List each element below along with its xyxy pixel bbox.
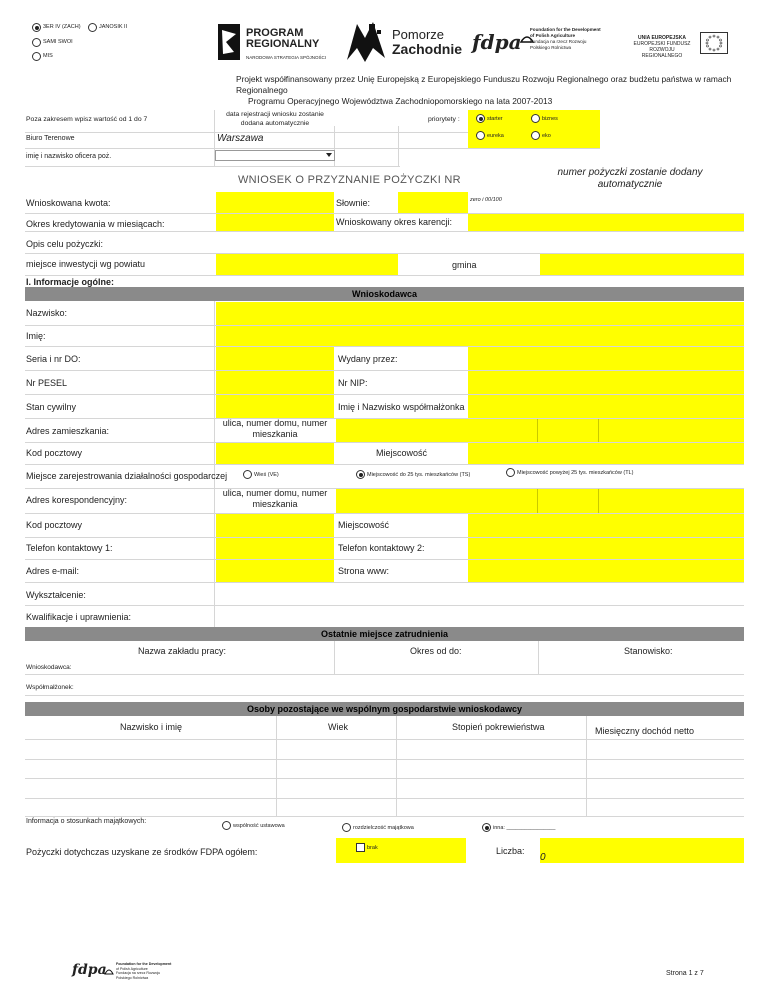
grace-label: Wnioskowany okres karencji: [336,217,453,227]
loan-number-line2: automatycznie [597,179,663,190]
business-ts-radio[interactable] [356,470,365,479]
nip-field[interactable] [468,371,744,394]
nip-label: Nr NIP: [338,378,368,388]
registration-date-note [216,110,334,128]
business-village-radio[interactable] [243,470,252,479]
fdpa-text [530,27,601,51]
property-separate-radio[interactable] [342,823,351,832]
household-col-age: Wiek [328,722,348,732]
id-field[interactable] [216,347,334,370]
gmina-field[interactable] [540,254,744,275]
program-line1: PROGRAM [246,27,304,39]
spouse-field[interactable] [468,395,744,418]
applicant-header: Wnioskodawca [25,287,744,301]
radio-3er-label: 3ER IV (ZACH) [43,24,81,30]
property-label: Informacja o stosunkach majątkowych: [26,818,147,825]
fdpa-text3: Fundacja na rzecz Rozwoju [530,39,587,44]
business-place-label: Miejsce zarejestrowania działalności gospodarczej [26,471,228,481]
corr-city-label: Miejscowość [338,520,390,530]
employment-header: Ostatnie miejsce zatrudnienia [25,627,744,641]
words-label: Słownie: [336,198,371,208]
amount-label: Wnioskowana kwota: [26,198,111,208]
street-line1: ulica, numer domu, numer [222,418,328,428]
footer-fdpa-mark-icon [104,963,114,973]
household-col-income: Miesięczny dochód netto [595,726,695,736]
city-field[interactable] [468,443,744,464]
grace-field[interactable] [468,214,744,231]
officer-select[interactable] [215,150,335,161]
fdpa-logo: fdpa [472,30,522,54]
section-general: I. Informacje ogólne: [26,277,115,287]
priorities-label: priorytety : [428,116,460,123]
gmina-label: gmina [452,260,477,270]
pomorze-line1: Pomorze [392,27,445,42]
pesel-label: Nr PESEL [26,378,68,388]
property-joint-radio[interactable] [222,821,231,830]
city-label: Miejscowość [376,448,428,458]
priority-eureka-radio[interactable] [476,131,485,140]
issued-field[interactable] [468,347,744,370]
fdpa-text4: Polskiego Rolnictwa [530,45,572,50]
pomorze-text [392,28,462,56]
property-separate-label: rozdzielczość majątkowa [353,825,414,831]
corr-street-line2: mieszkania [252,499,298,509]
amount-field[interactable] [216,192,334,213]
program-sub: NARODOWA STRATEGIA SPÓJNOŚCI [246,55,327,60]
fdpa-text1: Foundation for the Development [530,27,601,32]
street-field[interactable] [336,419,744,442]
corr-street-field[interactable] [336,489,744,513]
radio-janosik[interactable] [88,23,97,32]
months-label: Okres kredytowania w miesiącach: [26,219,165,229]
phone2-label: Telefon kontaktowy 2: [338,543,425,553]
footer-text4: Polskiego Rolnictwa [116,975,149,980]
corr-city-field[interactable] [468,514,744,537]
priority-eko-radio[interactable] [531,131,540,140]
business-village-label: Wieś (VE) [254,472,279,478]
radio-sami-swoi[interactable] [32,38,41,47]
corr-postal-field[interactable] [216,514,334,537]
project-info [236,74,768,107]
words-value: zero i 00/100 [470,197,502,203]
footer-fdpa-logo: fdpa [72,962,107,978]
radio-mis[interactable] [32,52,41,61]
issued-label: Wydany przez: [338,354,398,364]
business-tl-label: Miejscowość powyżej 25 tys. mieszkańców (TL) [517,470,634,476]
street-line2: mieszkania [252,429,298,439]
no-loans-label: brak [367,845,378,851]
corr-postal-label: Kod pocztowy [26,520,83,530]
chevron-down-icon [326,153,332,157]
radio-mis-label: MIS [43,53,53,59]
employment-col-period: Okres od do: [410,646,462,656]
project-line2: Programu Operacyjnego Województwa Zachodniopomorskiego na lata 2007-2013 [248,96,553,106]
radio-3er[interactable] [32,23,41,32]
pomorze-emblem-icon [343,18,389,64]
priority-starter-label: starter [487,116,503,122]
email-field[interactable] [216,560,334,582]
program-line2: REGIONALNY [246,38,320,50]
form-title: WNIOSEK O PRZYZNANIE POŻYCZKI NR [238,174,461,186]
loan-number-line1: numer pożyczki zostanie dodany [557,167,703,178]
civil-status-field[interactable] [216,395,334,418]
www-label: Strona www: [338,566,390,576]
property-other-label: inna: ________________ [493,825,556,831]
business-tl-radio[interactable] [506,468,515,477]
corr-street-line1: ulica, numer domu, numer [222,488,328,498]
spouse-label: Imię i Nazwisko współmałżonka [338,402,465,412]
ue-text [630,35,694,59]
reg-date-line2: dodana automatycznie [240,120,310,127]
purpose-label: Opis celu pożyczki: [26,239,104,249]
property-joint-label: wspólność ustawowa [233,823,285,829]
phone2-field[interactable] [468,538,744,559]
property-other-radio[interactable] [482,823,491,832]
office-label: Biuro Terenowe [26,135,75,142]
eu-flag-icon [700,32,728,54]
priority-biznes-label: biznes [542,116,558,122]
ue-line1: UNIA EUROPEJSKA [638,35,686,41]
priority-eko-label: eko [542,133,551,139]
phone1-label: Telefon kontaktowy 1: [26,543,113,553]
email-label: Adres e-mail: [26,566,80,576]
household-col-relation: Stopień pokrewieństwa [452,722,545,732]
footer-text2: of Polish Agriculture [116,966,148,971]
loans-count-field[interactable] [540,838,744,863]
qualifications-label: Kwalifikacje i uprawnienia: [26,612,132,622]
name-label: Imię: [26,331,46,341]
priority-biznes-radio[interactable] [531,114,540,123]
place-field[interactable] [216,254,398,275]
address-label: Adres zamieszkania: [26,426,110,436]
employment-col-position: Stanowisko: [624,646,673,656]
id-label: Seria i nr DO: [26,354,81,364]
reg-date-line1: data rejestracji wniosku zostanie [226,111,324,118]
loans-count-value: 0 [540,852,546,863]
program-regionalny-logo [218,24,240,60]
employment-row-spouse: Współmałżonek: [26,684,74,691]
place-label: miejsce inwestycji wg powiatu [26,259,146,269]
footer-text3: Fundacja na rzecz Rozwoju [116,971,161,975]
street-note [216,418,334,440]
postal-code-field[interactable] [216,443,334,464]
fdpa-text2: of Polish Agriculture [530,33,576,38]
no-loans-checkbox[interactable] [356,843,365,852]
household-col-name: Nazwisko i imię [120,722,183,732]
ue-line2: EUROPEJSKI FUNDUSZ [633,41,691,47]
business-ts-label: Miejscowość do 25 tys. mieszkańców (TS) [367,472,471,478]
footer-text1: Foundation for the Development [116,962,172,966]
civil-status-label: Stan cywilny [26,402,77,412]
previous-loans-label: Pożyczki dotychczas uzyskane ze środków FDPA ogółem: [26,847,258,857]
education-label: Wykształcenie: [26,590,86,600]
pomorze-line2: Zachodnie [392,41,463,57]
radio-sami-swoi-label: SAMI SWOI [43,39,73,45]
footer-fdpa-text [116,962,171,980]
words-field[interactable] [398,192,468,213]
corr-street-note [216,488,334,510]
postal-code-label: Kod pocztowy [26,448,83,458]
project-line1: Projekt współfinansowany przez Unię Europejską z Europejskiego Funduszu Rozwoju Regionalnego oraz budżetu państwa w ramach Regionalnego [236,74,732,95]
corr-address-label: Adres korespondencyjny: [26,495,128,505]
months-field[interactable] [216,214,334,231]
page-number: Strona 1 z 7 [666,970,704,977]
pesel-field[interactable] [216,371,334,394]
employment-row-applicant: Wnioskodawca: [26,664,72,671]
surname-label: Nazwisko: [26,308,68,318]
name-field[interactable] [216,326,744,346]
employment-col-company: Nazwa zakładu pracy: [138,646,227,656]
priority-eureka-label: eureka [487,133,504,139]
www-field[interactable] [468,560,744,582]
loans-count-label: Liczba: [496,846,525,856]
household-header: Osoby pozostające we wspólnym gospodarstwie wnioskodawcy [25,702,744,716]
phone1-field[interactable] [216,538,334,559]
officer-label: imię i nazwisko oficera poż. [26,153,112,160]
loan-number-note [540,167,720,191]
radio-janosik-label: JANOSIK II [99,24,128,30]
surname-field[interactable] [216,302,744,325]
office-value[interactable]: Warszawa [217,133,264,144]
ue-line3: ROZWOJU REGIONALNEGO [641,47,683,59]
outside-range-note: Poza zakresem wpisz wartość od 1 do 7 [26,116,148,123]
program-text [246,28,326,63]
priority-starter-radio[interactable] [476,114,485,123]
